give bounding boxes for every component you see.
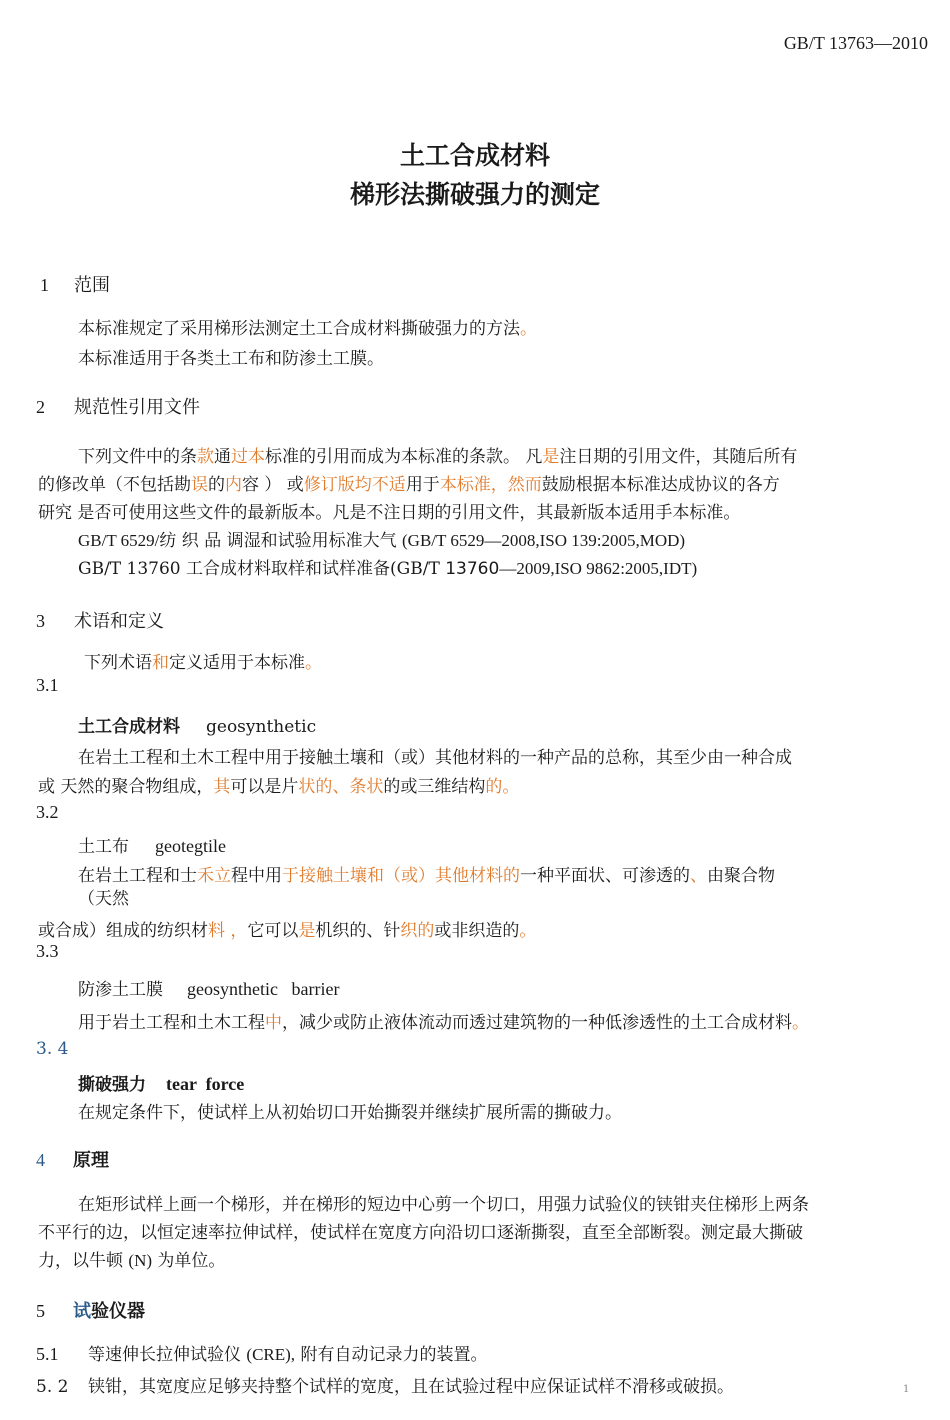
text: 的修改单（不包括勘 [38, 475, 191, 495]
page-number: 1 [903, 1384, 910, 1395]
term-number: 3.3 [36, 941, 59, 961]
paragraph-line [38, 1246, 225, 1271]
text: 本标准规定了采用梯形法测定土工合成材料撕破强力的方法 [78, 319, 520, 339]
term-heading [78, 975, 339, 1000]
text: 。 [519, 921, 537, 941]
section-title: 试 [73, 1301, 91, 1322]
reference-item [78, 526, 685, 551]
text: 机织的、针 [315, 921, 401, 941]
section-1-heading [40, 271, 110, 297]
text: 一种平面状、可渗透的 [520, 866, 690, 886]
text: 内 [225, 475, 242, 495]
text: 款 [197, 447, 214, 467]
paragraph [84, 648, 322, 673]
text: 的或三维结构 [383, 777, 486, 797]
reference-item [78, 554, 697, 579]
text: 为单位。 [157, 1251, 226, 1271]
text: 是 [542, 447, 560, 467]
paragraph-line [78, 1008, 809, 1033]
paragraph-line [78, 442, 797, 467]
section-title: 术语和定义 [74, 611, 164, 632]
term-number: 3.1 [36, 675, 59, 695]
section-4-heading [36, 1146, 109, 1172]
text: 通 [214, 447, 231, 467]
text: 用于岩土工程和土木工程 [78, 1013, 265, 1033]
text: 13760 [445, 559, 500, 579]
section-number: 4 [36, 1150, 45, 1170]
title-line-2: 梯形法撕破强力的测定 [349, 180, 600, 209]
paragraph [78, 314, 537, 339]
text: 料 ， [208, 921, 248, 941]
term-en: geotegtile [155, 836, 226, 856]
standard-number: GB/T 13763—2010 [783, 33, 928, 53]
text: (GB/T [390, 559, 440, 579]
text: 注日期的引用文件，其随后所有 [559, 447, 798, 467]
text: 。 [520, 319, 537, 339]
section-title: 验仪器 [91, 1301, 145, 1322]
text: 或 天然的聚合物组成， [38, 777, 214, 797]
text: 或合成）组成的纺织材 [38, 921, 208, 941]
text: 用于 [405, 475, 440, 495]
list-item [36, 1372, 734, 1397]
paragraph-line [38, 916, 536, 941]
term-number: 3.2 [36, 802, 59, 822]
text: 下列文件中的条 [78, 447, 197, 467]
text: 的。 [485, 777, 520, 797]
text: 由聚合物 [707, 866, 775, 886]
paragraph-line: 在规定条件下，使试样上从初始切口开始撕裂并继续扩展所需的撕破力。 [78, 1103, 622, 1123]
text: 标准的引用而成为本标准的条款。 凡 [265, 447, 543, 467]
text: 修订版均不适 [303, 475, 406, 495]
text: 可以是片 [230, 777, 299, 797]
text: 定义适用于本标准 [169, 653, 305, 673]
paragraph-line: 不平行的边，以恒定速率拉伸试样，使试样在宽度方向沿切口逐渐撕裂，直至全部断裂。测定最大撕破 [38, 1223, 803, 1243]
term-zh: 撕破强力 [78, 1075, 146, 1095]
section-2-heading [36, 393, 200, 419]
text: 。 [305, 653, 322, 673]
text: 禾立 [197, 866, 231, 886]
paragraph: 本标准适用于各类土工布和防渗土工膜。 [78, 349, 384, 369]
paragraph-line [38, 470, 780, 495]
text: 的 [208, 475, 225, 495]
list-item [36, 1340, 487, 1365]
text: 状的、条状 [298, 777, 384, 797]
section-title: 规范性引用文件 [74, 397, 200, 418]
text: 附有自动记录力的装置。 [300, 1345, 488, 1365]
term-zh: 土工合成材料 [78, 717, 180, 737]
text: 中 [265, 1013, 282, 1033]
text: (CRE), [246, 1345, 296, 1364]
text: 。 [792, 1013, 809, 1033]
text: 织的 [400, 921, 435, 941]
section-title: 原理 [73, 1150, 109, 1171]
paragraph-line: 在矩形试样上画一个梯形，并在梯形的短边中心剪一个切口，用强力试验仪的铗钳夹住梯形上两条 [78, 1195, 809, 1215]
section-number: 5 [36, 1301, 45, 1321]
text: 是 [298, 921, 316, 941]
text: 于接触土壤和（或）其他材料的 [282, 866, 520, 886]
text: 铗钳，其宽度应足够夹持整个试样的宽度，且在试验过程中应保证试样不滑移或破损。 [88, 1377, 734, 1397]
text: 容 ） 或 [242, 475, 304, 495]
term-zh: 土工布 [78, 837, 129, 857]
text: (GB/T 6529—2008,ISO 139:2005,MOD) [402, 531, 686, 550]
text: ，减少或防止液体流动而透过建筑物的一种低渗透性的土工合成材料 [282, 1013, 792, 1033]
text: 误 [191, 475, 208, 495]
text: 和 [152, 653, 169, 673]
paragraph-line: 研究 是否可使用这些文件的最新版本。凡是不注日期的引用文件，其最新版本适用手本标准。 [38, 503, 741, 523]
text: 、 [690, 866, 707, 886]
title-line-1: 土工合成材料 [399, 141, 550, 170]
item-number: 5.1 [36, 1344, 59, 1364]
text: 下列术语 [84, 653, 152, 673]
text: 本标准，然而 [439, 475, 542, 495]
section-3-heading [36, 607, 164, 633]
term-heading [78, 712, 316, 737]
text: 纺 织 品 调湿和试验用标准大气 [159, 531, 397, 551]
term-en: tear force [166, 1074, 245, 1094]
paragraph-line [38, 772, 519, 797]
text: 其 [213, 777, 231, 797]
term-heading [78, 1070, 244, 1095]
paragraph-line: 在岩土工程和土木工程中用于接触土壤和（或）其他材料的一种产品的总称，其至少由一种合成 [78, 748, 792, 768]
text: 等速伸长拉伸试验仪 [88, 1345, 241, 1365]
term-zh: 防渗土工膜 [78, 980, 163, 1000]
paragraph-line [78, 861, 775, 886]
term-number: 3. 4 [36, 1039, 69, 1059]
text: 力，以牛顿 [38, 1251, 123, 1271]
section-5-heading [36, 1297, 145, 1323]
item-number: 5. 2 [36, 1377, 69, 1397]
text: (N) [128, 1251, 153, 1270]
paragraph-line: （天然 [78, 889, 129, 909]
section-number: 2 [36, 397, 45, 417]
section-title: 范围 [74, 275, 110, 296]
term-heading [78, 832, 226, 857]
text: 鼓励根据本标准达成协议的各方 [541, 475, 780, 495]
text: 过本 [231, 447, 265, 467]
text: 它可以 [247, 921, 299, 941]
text: GB/T 6529/ [78, 531, 160, 550]
text: —2009,ISO 9862:2005,IDT) [499, 559, 698, 578]
term-en: geosynthetic [206, 717, 317, 737]
text: 工合成材料取样和试样准备 [186, 559, 391, 579]
section-number: 3 [36, 611, 45, 631]
term-en: geosynthetic barrier [187, 979, 340, 999]
text: 程中用 [231, 866, 282, 886]
section-number: 1 [40, 275, 49, 295]
text: GB/T 13760 [78, 559, 181, 579]
text: 在岩土工程和士 [78, 866, 197, 886]
text: 或非织造的 [434, 921, 520, 941]
